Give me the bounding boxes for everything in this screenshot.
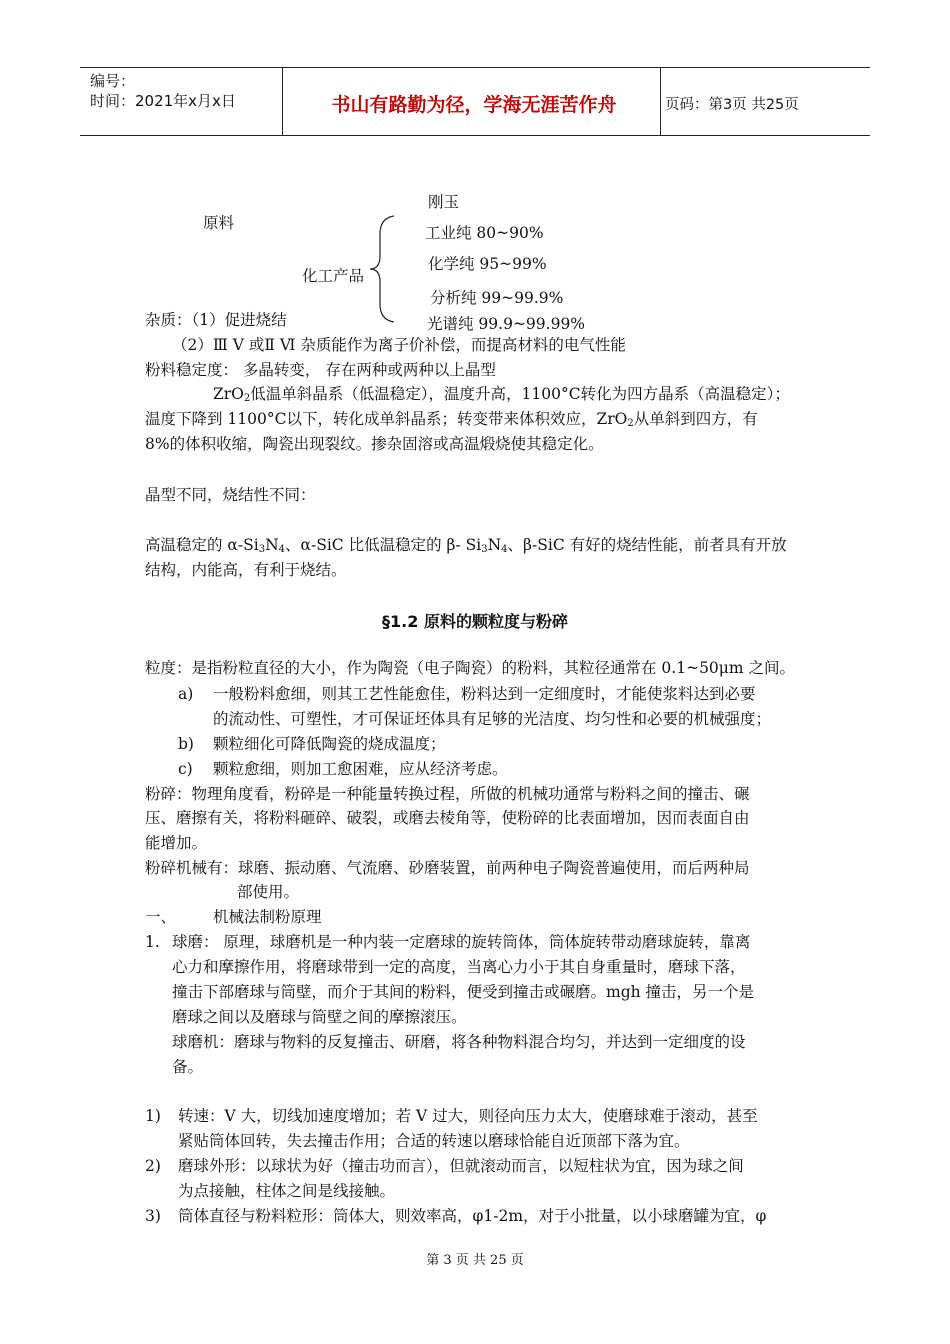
- tree-corundum: 刚玉: [428, 193, 460, 211]
- crushing-line-2: 压、磨擦有关，将粉料砸碎、破裂，或磨去棱角等，使粉碎的比表面增加，因而表面自由: [145, 809, 750, 827]
- zro2-paragraph-line-2: 温度下降到 1100°C以下，转化成单斜晶系；转变带来体积效应，ZrO$_2$从单斜到四方，有: [145, 410, 758, 429]
- item-a-marker: a): [178, 685, 194, 703]
- header-meta: [90, 71, 236, 111]
- item-c-marker: c): [178, 760, 193, 778]
- item-c-text: 颗粒愈细，则加工愈困难，应从经济考虑。: [213, 760, 508, 778]
- factor-2-line-1: 磨球外形：以球状为好（撞击功而言），但就滚动而言，以短柱状为宜，因为球之间: [178, 1157, 744, 1175]
- factor-3-marker: 3): [145, 1207, 161, 1225]
- machines-line-1: 粉碎机械有：球磨、振动磨、气流磨、砂磨装置，前两种电子陶瓷普遍使用，而后两种局: [145, 859, 750, 877]
- crystal-line-1: 高温稳定的 $\alpha-Si_3N_4$、α-SiC 比低温稳定的 β- $Si_3N_4$、β-SiC 有好的烧结性能，前者具有开放: [145, 536, 787, 555]
- ballmill-line-5: 球磨机：磨球与物料的反复撞击、研磨，将各种物料混合均匀，并达到一定细度的设: [172, 1033, 746, 1051]
- ballmill-line-2: 心力和摩擦作用，将磨球带到一定的高度，当离心力小于其自身重量时，磨球下落，: [172, 958, 746, 976]
- impurity-line-1: 杂质：（1）促进烧结: [145, 311, 287, 329]
- factor-1-line-2: 紧贴筒体回转，失去撞击作用；合适的转速以磨球恰能自近顶部下落为宜。: [178, 1132, 690, 1150]
- ballmill-line-3: 撞击下部磨球与筒壁，而介于其间的粉料，便受到撞击或碾磨。mgh 撞击，另一个是: [172, 983, 755, 1001]
- time-label: 时间：2021年x月x日: [90, 92, 236, 110]
- page-footer: 第 3 页 共 25 页: [426, 1253, 524, 1268]
- section-title: §1.2 原料的颗粒度与粉碎: [382, 612, 568, 631]
- ballmill-line-1: 球磨： 原理，球磨机是一种内装一定磨球的旋转筒体，筒体旋转带动磨球旋转，靠离: [172, 933, 751, 951]
- factor-2-line-2: 为点接触，柱体之间是线接触。: [178, 1182, 396, 1200]
- tree-chemical-product: 化工产品: [302, 267, 365, 285]
- grade-chemical: 化学纯 95~99%: [428, 255, 547, 273]
- item-b-marker: b): [178, 735, 194, 753]
- header-page-info: 页码：第3页 共25页: [665, 97, 799, 113]
- header-divider: [282, 68, 283, 135]
- crushing-line-3: 能增加。: [145, 834, 208, 852]
- section-one-marker: 一、: [145, 908, 177, 926]
- grade-analytical: 分析纯 99~99.9%: [430, 289, 564, 307]
- factor-3-line-1: 筒体直径与粉料粒形：筒体大，则效率高，φ1-2m，对于小批量，以小球磨罐为宜，φ: [178, 1207, 767, 1225]
- factor-2-marker: 2): [145, 1157, 161, 1175]
- ballmill-marker: 1.: [145, 933, 160, 951]
- stability-line: 粉料稳定度： 多晶转变， 存在两种或两种以上晶型: [145, 361, 496, 379]
- item-a-line-2: 的流动性、可塑性，才可保证坯体具有足够的光洁度、均匀性和必要的机械强度；: [213, 710, 772, 728]
- zro2-paragraph-line-1: ZrO$_2$低温单斜晶系（低温稳定），温度升高，1100°C转化为四方晶系（高温稳定）；: [213, 385, 790, 404]
- item-a-line-1: 一般粉料愈细，则其工艺性能愈佳，粉料达到一定细度时，才能使浆料达到必要: [213, 685, 756, 703]
- granularity-intro: 粒度：是指粉粒直径的大小，作为陶瓷（电子陶瓷）的粉料，其粒径通常在 0.1~50μm 之间。: [145, 659, 795, 677]
- item-b-text: 颗粒细化可降低陶瓷的烧成温度；: [213, 735, 446, 753]
- ballmill-line-4: 磨球之间以及磨球与筒壁之间的摩擦滚压。: [172, 1008, 467, 1026]
- number-label: 编号：: [90, 72, 136, 90]
- zro2-paragraph-line-3: 8%的体积收缩，陶瓷出现裂纹。掺杂固溶或高温煅烧使其稳定化。: [145, 435, 604, 453]
- crystal-line-2: 结构，内能高，有利于烧结。: [145, 561, 347, 579]
- grade-spectral: 光谱纯 99.9~99.99%: [427, 315, 586, 333]
- header-divider: [660, 68, 661, 135]
- header-table: [80, 67, 870, 136]
- impurity-line-2: （2）Ⅲ Ⅴ 或Ⅱ Ⅵ 杂质能作为离子价补偿，而提高材料的电气性能: [172, 336, 626, 354]
- ballmill-line-6: 备。: [172, 1058, 204, 1076]
- crystal-heading: 晶型不同，烧结性不同：: [145, 486, 316, 504]
- grade-industrial: 工业纯 80~90%: [425, 224, 544, 242]
- crushing-line-1: 粉碎：物理角度看，粉碎是一种能量转换过程，所做的机械功通常与粉料之间的撞击、碾: [145, 785, 750, 803]
- header-motto: 书山有路勤为径，学海无涯苦作舟: [331, 94, 617, 116]
- machines-line-2: 部使用。: [237, 883, 300, 901]
- brace-icon: [368, 214, 398, 324]
- section-one-title: 机械法制粉原理: [213, 908, 322, 926]
- factor-1-marker: 1): [145, 1107, 161, 1125]
- factor-1-line-1: 转速：V 大，切线加速度增加；若 V 过大，则径向压力太大，使磨球难于滚动，甚至: [178, 1107, 758, 1125]
- tree-raw-material: 原料: [203, 214, 235, 232]
